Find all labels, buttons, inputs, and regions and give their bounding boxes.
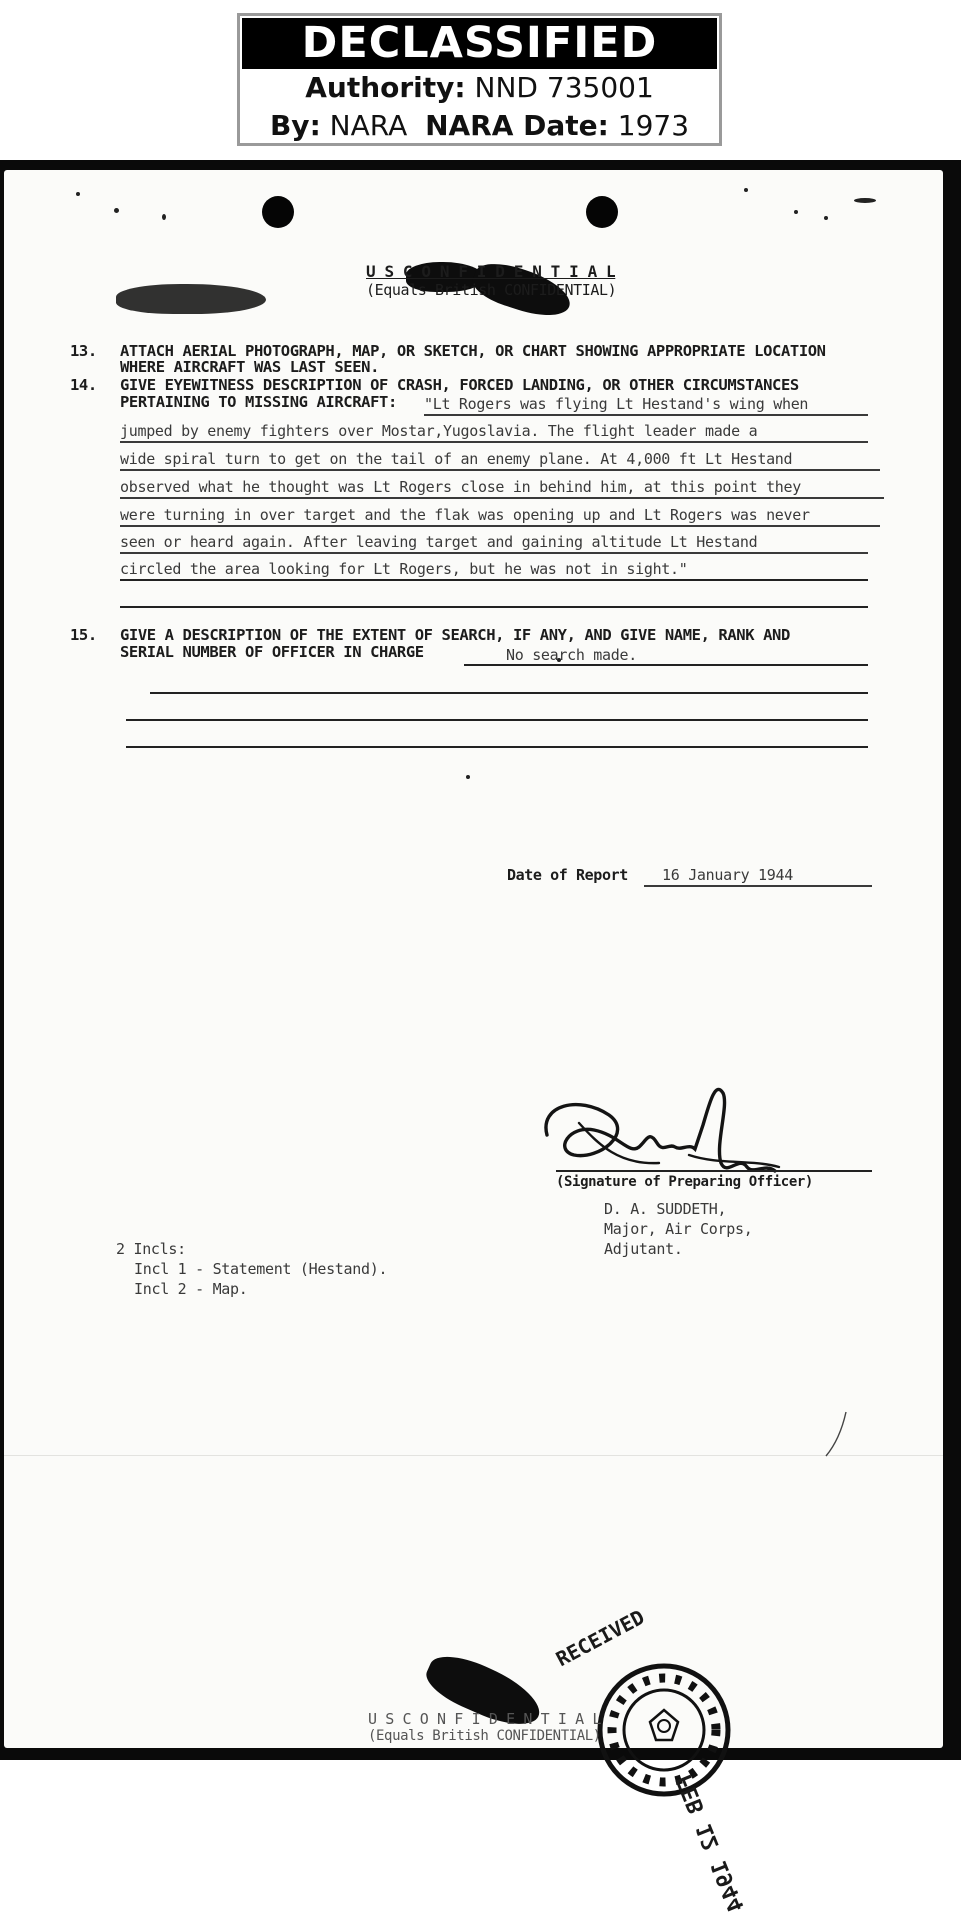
scan-speck	[794, 210, 798, 214]
answer-rule	[150, 692, 868, 694]
answer-rule	[120, 579, 868, 581]
search-answer: No search made.	[506, 646, 637, 664]
item-15-line-2: SERIAL NUMBER OF OFFICER IN CHARGE	[120, 643, 424, 661]
item-15-number: 15.	[70, 626, 97, 644]
item-14-number: 14.	[70, 376, 97, 394]
fold-line	[4, 1455, 943, 1456]
received-stamp-date: FEB 12 1944	[672, 1770, 750, 1915]
officer-title: Adjutant.	[604, 1240, 683, 1258]
officer-name: D. A. SUDDETH,	[604, 1200, 727, 1218]
received-stamp-seal	[594, 1660, 734, 1800]
declassified-banner	[237, 13, 722, 146]
date-of-report-label: Date of Report	[507, 866, 628, 884]
redaction-blot	[116, 284, 266, 314]
answer-rule	[424, 414, 868, 416]
answer-rule	[126, 719, 868, 721]
authority-value: NND 735001	[474, 71, 654, 104]
eyewitness-line-6: seen or heard again. After leaving target and gaining altitude Lt Hestand	[120, 533, 758, 551]
scan-speck	[824, 216, 828, 220]
item-14-line-1: GIVE EYEWITNESS DESCRIPTION OF CRASH, FORCED LANDING, OR OTHER CIRCUMSTANCES	[120, 376, 799, 394]
scanned-page	[0, 160, 961, 1915]
eyewitness-line-7: circled the area looking for Lt Rogers, but he was not in sight."	[120, 560, 688, 578]
classification-footer-sub: (Equals British CONFIDENTIAL)	[368, 1728, 601, 1744]
answer-rule	[464, 664, 868, 666]
paper-sheet	[4, 170, 943, 1915]
date-of-report-value: 16 January 1944	[662, 866, 793, 884]
enclosure-2: Incl 2 - Map.	[134, 1280, 248, 1298]
scan-speck	[162, 214, 166, 220]
scan-speck	[854, 198, 876, 203]
date-rule	[644, 885, 872, 887]
answer-rule	[120, 606, 868, 608]
answer-rule	[120, 525, 880, 527]
classification-footer: U S C O N F I D E N T I A L	[368, 1710, 602, 1728]
by-label: By:	[269, 109, 321, 142]
item-14-line-2: PERTAINING TO MISSING AIRCRAFT:	[120, 393, 397, 411]
banner-by-line	[240, 107, 719, 145]
item-13-line-1: ATTACH AERIAL PHOTOGRAPH, MAP, OR SKETCH, OR CHART SHOWING APPROPRIATE LOCATION	[120, 342, 826, 360]
classification-header: U S C O N F I D E N T I A L	[366, 262, 616, 281]
nara-date-value: 1973	[617, 109, 690, 142]
answer-rule	[120, 497, 884, 499]
answer-rule	[120, 469, 880, 471]
eyewitness-line-2: jumped by enemy fighters over Mostar,Yugoslavia. The flight leader made a	[120, 422, 758, 440]
authority-label: Authority:	[305, 71, 466, 104]
eyewitness-line-4: observed what he thought was Lt Rogers close in behind him, at this point they	[120, 478, 802, 496]
scan-speck	[114, 208, 119, 213]
scan-speck	[76, 192, 80, 196]
nara-date-label: NARA Date:	[425, 109, 609, 142]
banner-authority-line	[240, 69, 719, 107]
enclosures-heading: 2 Incls:	[116, 1240, 186, 1258]
answer-rule	[120, 552, 868, 554]
pen-mark	[822, 1410, 852, 1460]
eyewitness-line-1: "Lt Rogers was flying Lt Hestand's wing when	[424, 395, 809, 413]
item-13-line-2: WHERE AIRCRAFT WAS LAST SEEN.	[120, 358, 380, 376]
enclosure-1: Incl 1 - Statement (Hestand).	[134, 1260, 388, 1278]
answer-rule	[126, 746, 868, 748]
banner-title: DECLASSIFIED	[242, 18, 717, 69]
item-13-number: 13.	[70, 342, 97, 360]
officer-rank: Major, Air Corps,	[604, 1220, 753, 1238]
by-value: NARA	[329, 109, 408, 142]
received-stamp-text: RECEIVED	[552, 1604, 649, 1672]
punch-hole-right	[586, 196, 618, 228]
scan-speck	[466, 775, 470, 779]
classification-header-sub: (Equals British CONFIDENTIAL)	[366, 281, 617, 299]
answer-rule	[120, 441, 868, 443]
scan-speck	[744, 188, 748, 192]
signature-caption: (Signature of Preparing Officer)	[556, 1174, 813, 1190]
eyewitness-line-3: wide spiral turn to get on the tail of an enemy plane. At 4,000 ft Lt Hestand	[120, 450, 793, 468]
item-15-line-1: GIVE A DESCRIPTION OF THE EXTENT OF SEARCH, IF ANY, AND GIVE NAME, RANK AND	[120, 626, 790, 644]
signature-rule	[556, 1170, 872, 1172]
punch-hole-left	[262, 196, 294, 228]
eyewitness-line-5: were turning in over target and the flak was opening up and Lt Rogers was never	[120, 506, 810, 524]
